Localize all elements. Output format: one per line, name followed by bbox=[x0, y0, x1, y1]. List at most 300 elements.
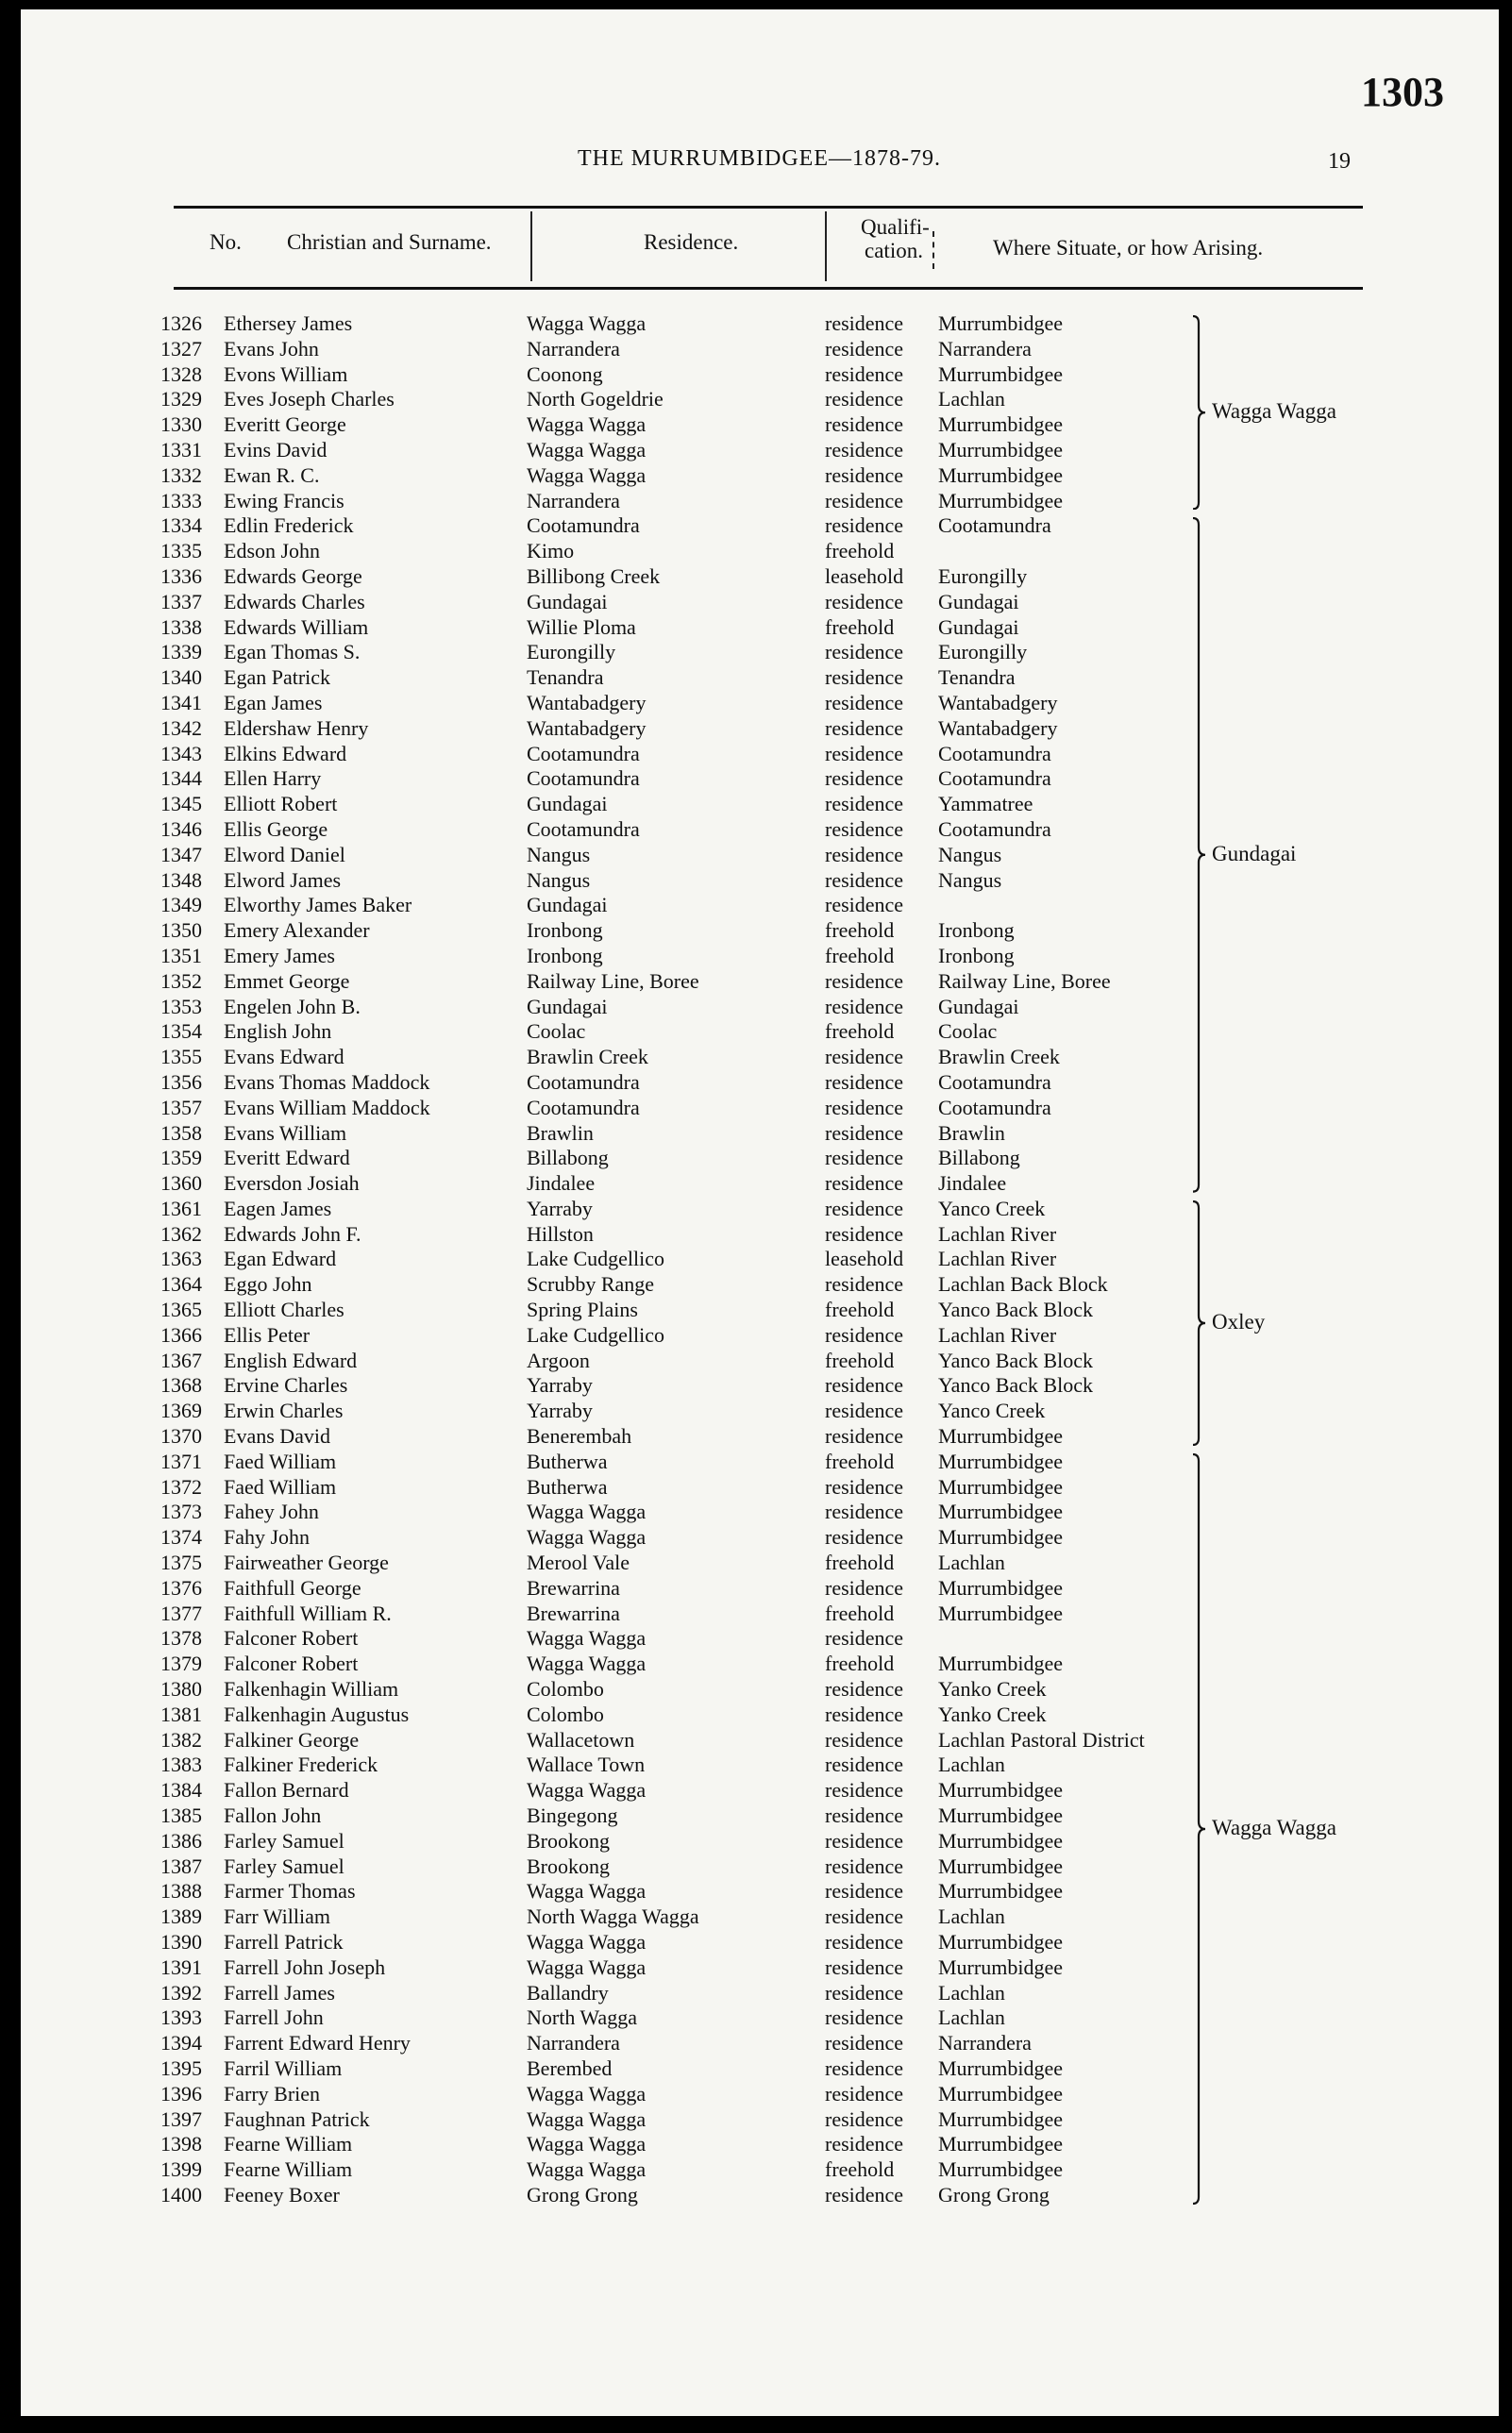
table-row bbox=[21, 1955, 1499, 1981]
entry-name: Falconer Robert bbox=[224, 1626, 359, 1651]
entry-where: Gundagai bbox=[938, 589, 1019, 613]
entry-where: Eurongilly bbox=[938, 640, 1028, 664]
entry-name: Emery James bbox=[224, 943, 335, 967]
entry-name: Farr William bbox=[224, 1904, 330, 1929]
entry-number: 1347 bbox=[160, 842, 202, 866]
entry-where: Ironbong bbox=[938, 918, 1015, 943]
entry-where: Brawlin Creek bbox=[938, 1045, 1060, 1069]
entry-qualification: residence bbox=[825, 1069, 904, 1094]
entry-residence: Spring Plains bbox=[527, 1298, 638, 1322]
entry-name: Everitt George bbox=[224, 412, 346, 437]
entry-where: Narrandera bbox=[938, 336, 1032, 361]
entry-residence: Cootamundra bbox=[527, 766, 640, 791]
entry-number: 1383 bbox=[160, 1753, 202, 1777]
entry-qualification: freehold bbox=[825, 1019, 895, 1044]
table-row bbox=[21, 2157, 1499, 2183]
entry-qualification: residence bbox=[825, 1677, 904, 1702]
entry-name: Falconer Robert bbox=[224, 1652, 359, 1676]
entry-name: Feeney Boxer bbox=[224, 2182, 340, 2206]
entry-qualification: residence bbox=[825, 513, 904, 538]
entry-number: 1386 bbox=[160, 1828, 202, 1853]
entry-name: Evans John bbox=[224, 336, 319, 361]
entry-where: Lachlan bbox=[938, 1904, 1005, 1929]
brace-bracket bbox=[1191, 1453, 1206, 2205]
entry-number: 1393 bbox=[160, 2005, 202, 2030]
entry-name: Farrell James bbox=[224, 1980, 335, 2005]
entry-where: Yanco Creek bbox=[938, 1196, 1046, 1220]
column-divider-where bbox=[932, 231, 934, 269]
entry-where: Lachlan bbox=[938, 387, 1005, 411]
entry-number: 1351 bbox=[160, 943, 202, 967]
entry-number: 1385 bbox=[160, 1804, 202, 1828]
entry-residence: North Wagga bbox=[527, 2005, 637, 2030]
table-row bbox=[21, 1298, 1499, 1323]
entry-name: Faithfull William R. bbox=[224, 1601, 392, 1625]
entry-qualification: freehold bbox=[825, 614, 895, 639]
entry-residence: Billibong Creek bbox=[527, 563, 661, 588]
entry-number: 1368 bbox=[160, 1373, 202, 1398]
entry-residence: Cootamundra bbox=[527, 741, 640, 765]
entry-name: Evins David bbox=[224, 437, 328, 461]
entry-where: Railway Line, Boree bbox=[938, 968, 1111, 993]
entry-qualification: residence bbox=[825, 1778, 904, 1803]
entry-qualification: residence bbox=[825, 1525, 904, 1550]
entry-residence: Wagga Wagga bbox=[527, 2081, 647, 2106]
entry-where: Yanco Back Block bbox=[938, 1298, 1093, 1322]
entry-residence: Lake Cudgellico bbox=[527, 1322, 665, 1347]
entry-name: Egan Thomas S. bbox=[224, 640, 361, 664]
entry-name: Eagen James bbox=[224, 1196, 332, 1220]
entry-residence: Cootamundra bbox=[527, 513, 640, 538]
entry-where: Billabong bbox=[938, 1146, 1020, 1170]
table-row bbox=[21, 1879, 1499, 1904]
entry-number: 1361 bbox=[160, 1196, 202, 1220]
entry-where: Murrumbidgee bbox=[938, 1804, 1063, 1828]
table-row bbox=[21, 1121, 1499, 1147]
header-qualification-line2: cation. bbox=[865, 239, 923, 262]
entry-where: Yanko Creek bbox=[938, 1677, 1047, 1702]
table-row bbox=[21, 1525, 1499, 1551]
entry-qualification: residence bbox=[825, 1272, 904, 1297]
entry-residence: Nangus bbox=[527, 842, 591, 866]
brace-label-district: Wagga Wagga bbox=[1212, 1816, 1336, 1839]
entry-name: Egan James bbox=[224, 690, 323, 714]
table-row bbox=[21, 1146, 1499, 1171]
entry-number: 1354 bbox=[160, 1019, 202, 1044]
entry-residence: Gundagai bbox=[527, 792, 608, 816]
entry-residence: Colombo bbox=[527, 1702, 604, 1726]
entry-residence: Wagga Wagga bbox=[527, 1652, 647, 1676]
entry-where: Narrandera bbox=[938, 2031, 1032, 2055]
entry-residence: Wagga Wagga bbox=[527, 1525, 647, 1550]
entry-qualification: residence bbox=[825, 640, 904, 664]
entry-number: 1336 bbox=[160, 563, 202, 588]
entry-qualification: residence bbox=[825, 2081, 904, 2106]
entry-number: 1343 bbox=[160, 741, 202, 765]
entry-where: Murrumbidgee bbox=[938, 2055, 1063, 2080]
entry-where: Nangus bbox=[938, 867, 1002, 892]
entry-qualification: residence bbox=[825, 1980, 904, 2005]
entry-qualification: residence bbox=[825, 842, 904, 866]
entry-residence: Wallace Town bbox=[527, 1753, 646, 1777]
entry-name: Eves Joseph Charles bbox=[224, 387, 395, 411]
table-row bbox=[21, 337, 1499, 362]
entry-qualification: residence bbox=[825, 1702, 904, 1726]
entry-number: 1389 bbox=[160, 1904, 202, 1929]
entry-number: 1337 bbox=[160, 589, 202, 613]
table-row bbox=[21, 1019, 1499, 1045]
table-row bbox=[21, 792, 1499, 817]
header-bottom-rule bbox=[174, 287, 1363, 290]
entry-number: 1370 bbox=[160, 1424, 202, 1449]
entry-qualification: residence bbox=[825, 1727, 904, 1752]
entry-number: 1338 bbox=[160, 614, 202, 639]
entry-where: Lachlan River bbox=[938, 1247, 1057, 1271]
entry-where: Lachlan bbox=[938, 1551, 1005, 1575]
entry-name: Falkiner Frederick bbox=[224, 1753, 378, 1777]
entry-qualification: residence bbox=[825, 2031, 904, 2055]
entry-name: Edwards William bbox=[224, 614, 369, 639]
table-row bbox=[21, 2132, 1499, 2157]
entry-where: Lachlan Back Block bbox=[938, 1272, 1108, 1297]
entry-residence: Cootamundra bbox=[527, 1095, 640, 1119]
table-row bbox=[21, 463, 1499, 489]
entry-qualification: residence bbox=[825, 994, 904, 1018]
entry-residence: Hillston bbox=[527, 1221, 594, 1246]
entry-number: 1372 bbox=[160, 1474, 202, 1499]
entry-residence: Wagga Wagga bbox=[527, 412, 647, 437]
entry-residence: Coolac bbox=[527, 1019, 586, 1044]
table-row bbox=[21, 969, 1499, 995]
entry-number: 1353 bbox=[160, 994, 202, 1018]
entry-where: Cootamundra bbox=[938, 766, 1051, 791]
entry-where: Cootamundra bbox=[938, 741, 1051, 765]
entry-name: Evans William Maddock bbox=[224, 1095, 430, 1119]
entry-qualification: freehold bbox=[825, 1298, 895, 1322]
entry-name: Eversdon Josiah bbox=[224, 1171, 360, 1196]
table-row bbox=[21, 539, 1499, 564]
entry-number: 1380 bbox=[160, 1677, 202, 1702]
entry-number: 1349 bbox=[160, 893, 202, 917]
entry-name: Fairweather George bbox=[224, 1551, 389, 1575]
entry-residence: Wagga Wagga bbox=[527, 437, 647, 461]
entry-where: Murrumbidgee bbox=[938, 1424, 1063, 1449]
entry-residence: Merool Vale bbox=[527, 1551, 630, 1575]
entry-qualification: residence bbox=[825, 867, 904, 892]
entry-where: Wantabadgery bbox=[938, 715, 1058, 740]
entry-name: Eggo John bbox=[224, 1272, 312, 1297]
entry-qualification: residence bbox=[825, 488, 904, 512]
entry-qualification: residence bbox=[825, 1221, 904, 1246]
folio-number: 19 bbox=[1328, 149, 1351, 174]
entry-where: Nangus bbox=[938, 842, 1002, 866]
entry-residence: Ironbong bbox=[527, 943, 603, 967]
table-row bbox=[21, 1272, 1499, 1298]
entry-name: Elkins Edward bbox=[224, 741, 347, 765]
entry-name: Elliott Robert bbox=[224, 792, 338, 816]
entry-name: Egan Edward bbox=[224, 1247, 337, 1271]
entry-residence: Butherwa bbox=[527, 1449, 608, 1473]
entry-qualification: residence bbox=[825, 1828, 904, 1853]
entry-number: 1398 bbox=[160, 2132, 202, 2156]
entry-where: Brawlin bbox=[938, 1120, 1005, 1145]
table-row bbox=[21, 742, 1499, 767]
entry-where: Murrumbidgee bbox=[938, 1652, 1063, 1676]
table-row bbox=[21, 1626, 1499, 1652]
entry-residence: Willie Ploma bbox=[527, 614, 636, 639]
entry-qualification: freehold bbox=[825, 943, 895, 967]
entry-residence: Brewarrina bbox=[527, 1575, 620, 1600]
entry-residence: Cootamundra bbox=[527, 1069, 640, 1094]
entry-name: Emery Alexander bbox=[224, 918, 370, 943]
entry-where: Yammatree bbox=[938, 792, 1033, 816]
entry-number: 1399 bbox=[160, 2157, 202, 2182]
entry-number: 1342 bbox=[160, 715, 202, 740]
entry-name: Faed William bbox=[224, 1449, 337, 1473]
entry-number: 1367 bbox=[160, 1348, 202, 1372]
entry-residence: Wagga Wagga bbox=[527, 2106, 647, 2131]
entry-residence: Wagga Wagga bbox=[527, 1955, 647, 1979]
entry-where: Jindalee bbox=[938, 1171, 1007, 1196]
table-row bbox=[21, 893, 1499, 918]
entry-where: Murrumbidgee bbox=[938, 1474, 1063, 1499]
entry-name: Edwards John F. bbox=[224, 1221, 361, 1246]
entry-name: Egan Patrick bbox=[224, 665, 331, 690]
entry-number: 1379 bbox=[160, 1652, 202, 1676]
entry-residence: Yarraby bbox=[527, 1196, 593, 1220]
entry-qualification: residence bbox=[825, 1500, 904, 1524]
entry-qualification: residence bbox=[825, 1322, 904, 1347]
entry-number: 1369 bbox=[160, 1399, 202, 1423]
entry-qualification: residence bbox=[825, 1904, 904, 1929]
entry-number: 1345 bbox=[160, 792, 202, 816]
entry-name: Emmet George bbox=[224, 968, 350, 993]
entry-number: 1362 bbox=[160, 1221, 202, 1246]
entry-residence: Wallacetown bbox=[527, 1727, 635, 1752]
table-row bbox=[21, 1728, 1499, 1753]
entry-residence: Brawlin Creek bbox=[527, 1045, 648, 1069]
entry-name: Evans David bbox=[224, 1424, 331, 1449]
header-qualification bbox=[861, 215, 930, 262]
entry-qualification: residence bbox=[825, 1373, 904, 1398]
entry-qualification: freehold bbox=[825, 1601, 895, 1625]
entry-qualification: residence bbox=[825, 1171, 904, 1196]
entry-name: Farrell John bbox=[224, 2005, 324, 2030]
table-row bbox=[21, 1981, 1499, 2006]
entry-where: Cootamundra bbox=[938, 1095, 1051, 1119]
entry-number: 1363 bbox=[160, 1247, 202, 1271]
entry-residence: Scrubby Range bbox=[527, 1272, 655, 1297]
brace-bracket bbox=[1191, 517, 1206, 1193]
entry-number: 1391 bbox=[160, 1955, 202, 1979]
entry-number: 1371 bbox=[160, 1449, 202, 1473]
entry-name: Elliott Charles bbox=[224, 1298, 344, 1322]
table-row bbox=[21, 766, 1499, 792]
entry-number: 1360 bbox=[160, 1171, 202, 1196]
table-row bbox=[21, 1323, 1499, 1349]
entry-number: 1364 bbox=[160, 1272, 202, 1297]
table-row bbox=[21, 665, 1499, 691]
entry-qualification: residence bbox=[825, 1120, 904, 1145]
table-row bbox=[21, 944, 1499, 969]
entry-name: Falkenhagin William bbox=[224, 1677, 399, 1702]
entry-qualification: residence bbox=[825, 1399, 904, 1423]
table-row bbox=[21, 1399, 1499, 1424]
entry-residence: Brawlin bbox=[527, 1120, 594, 1145]
entry-name: Fearne William bbox=[224, 2157, 353, 2182]
table-row bbox=[21, 1424, 1499, 1450]
entry-number: 1396 bbox=[160, 2081, 202, 2106]
entry-number: 1329 bbox=[160, 387, 202, 411]
table-row bbox=[21, 716, 1499, 742]
table-row bbox=[21, 564, 1499, 590]
entry-qualification: residence bbox=[825, 968, 904, 993]
entry-residence: Butherwa bbox=[527, 1474, 608, 1499]
entry-where: Murrumbidgee bbox=[938, 2106, 1063, 2131]
entry-qualification: residence bbox=[825, 1474, 904, 1499]
table-row bbox=[21, 615, 1499, 641]
entry-number: 1339 bbox=[160, 640, 202, 664]
entry-where: Murrumbidgee bbox=[938, 1778, 1063, 1803]
table-row bbox=[21, 1373, 1499, 1399]
entry-residence: Wantabadgery bbox=[527, 690, 647, 714]
entry-number: 1382 bbox=[160, 1727, 202, 1752]
entry-name: Edwards Charles bbox=[224, 589, 365, 613]
entry-number: 1359 bbox=[160, 1146, 202, 1170]
entry-residence: Cootamundra bbox=[527, 816, 640, 841]
entry-qualification: residence bbox=[825, 1930, 904, 1954]
entry-number: 1378 bbox=[160, 1626, 202, 1651]
entry-where: Ironbong bbox=[938, 943, 1015, 967]
entry-qualification: freehold bbox=[825, 1551, 895, 1575]
brace-bracket bbox=[1191, 315, 1206, 510]
entry-qualification: residence bbox=[825, 2182, 904, 2206]
entry-qualification: residence bbox=[825, 2106, 904, 2131]
entry-number: 1357 bbox=[160, 1095, 202, 1119]
entry-qualification: residence bbox=[825, 715, 904, 740]
entry-qualification: residence bbox=[825, 741, 904, 765]
entry-name: Engelen John B. bbox=[224, 994, 361, 1018]
entry-where: Murrumbidgee bbox=[938, 462, 1063, 487]
table-row bbox=[21, 1070, 1499, 1096]
entry-name: Evans Edward bbox=[224, 1045, 344, 1069]
entry-where: Cootamundra bbox=[938, 1069, 1051, 1094]
entry-residence: Lake Cudgellico bbox=[527, 1247, 665, 1271]
table-row bbox=[21, 1753, 1499, 1778]
entry-number: 1352 bbox=[160, 968, 202, 993]
entry-residence: Wagga Wagga bbox=[527, 2157, 647, 2182]
entry-residence: Gundagai bbox=[527, 589, 608, 613]
entry-name: Fallon John bbox=[224, 1804, 322, 1828]
entry-where: Lachlan River bbox=[938, 1221, 1057, 1246]
table-row bbox=[21, 1602, 1499, 1627]
table-row bbox=[21, 1677, 1499, 1703]
entry-number: 1348 bbox=[160, 867, 202, 892]
table-row bbox=[21, 1551, 1499, 1576]
entry-qualification: residence bbox=[825, 437, 904, 461]
entry-number: 1375 bbox=[160, 1551, 202, 1575]
entry-residence: North Gogeldrie bbox=[527, 387, 664, 411]
entry-where: Murrumbidgee bbox=[938, 1575, 1063, 1600]
table-row bbox=[21, 2082, 1499, 2107]
entry-qualification: residence bbox=[825, 1424, 904, 1449]
entry-number: 1373 bbox=[160, 1500, 202, 1524]
entry-residence: Narrandera bbox=[527, 336, 620, 361]
entry-residence: Eurongilly bbox=[527, 640, 616, 664]
entry-where: Lachlan bbox=[938, 1980, 1005, 2005]
entry-number: 1384 bbox=[160, 1778, 202, 1803]
table-row bbox=[21, 2183, 1499, 2208]
entry-qualification: residence bbox=[825, 1095, 904, 1119]
table-row bbox=[21, 995, 1499, 1020]
entry-name: Elworthy James Baker bbox=[224, 893, 412, 917]
entry-number: 1381 bbox=[160, 1702, 202, 1726]
table-row bbox=[21, 1475, 1499, 1501]
table-row bbox=[21, 2107, 1499, 2133]
entry-qualification: residence bbox=[825, 311, 904, 335]
entry-residence: Wagga Wagga bbox=[527, 1626, 647, 1651]
entry-residence: Coonong bbox=[527, 361, 603, 386]
entry-residence: Brookong bbox=[527, 1828, 610, 1853]
entry-number: 1376 bbox=[160, 1575, 202, 1600]
entry-where: Cootamundra bbox=[938, 816, 1051, 841]
table-row bbox=[21, 1703, 1499, 1728]
entry-qualification: freehold bbox=[825, 918, 895, 943]
table-row bbox=[21, 1222, 1499, 1248]
entry-name: Farry Brien bbox=[224, 2081, 321, 2106]
entry-where: Yanco Back Block bbox=[938, 1348, 1093, 1372]
entry-name: Faithfull George bbox=[224, 1575, 361, 1600]
entry-name: Ethersey James bbox=[224, 311, 353, 335]
entry-where: Yanco Back Block bbox=[938, 1373, 1093, 1398]
entry-number: 1328 bbox=[160, 361, 202, 386]
entry-qualification: residence bbox=[825, 361, 904, 386]
entry-where: Murrumbidgee bbox=[938, 1955, 1063, 1979]
entry-number: 1392 bbox=[160, 1980, 202, 2005]
entry-qualification: freehold bbox=[825, 1348, 895, 1372]
entry-where: Yanko Creek bbox=[938, 1702, 1047, 1726]
table-row bbox=[21, 640, 1499, 665]
entry-number: 1387 bbox=[160, 1854, 202, 1878]
header-no: No. bbox=[210, 230, 242, 254]
table-row bbox=[21, 1778, 1499, 1804]
entry-where: Wantabadgery bbox=[938, 690, 1058, 714]
entry-qualification: residence bbox=[825, 1196, 904, 1220]
table-row bbox=[21, 1349, 1499, 1374]
running-title: THE MURRUMBIDGEE—1878-79. bbox=[578, 146, 941, 171]
table-row bbox=[21, 1171, 1499, 1197]
page-number: 1303 bbox=[1361, 69, 1444, 115]
entry-number: 1344 bbox=[160, 766, 202, 791]
entry-qualification: residence bbox=[825, 336, 904, 361]
entry-residence: Jindalee bbox=[527, 1171, 596, 1196]
entry-number: 1335 bbox=[160, 539, 202, 563]
entry-name: Farrell Patrick bbox=[224, 1930, 344, 1954]
entry-residence: Nangus bbox=[527, 867, 591, 892]
header-name: Christian and Surname. bbox=[287, 230, 492, 254]
table-row bbox=[21, 868, 1499, 894]
entry-name: Fearne William bbox=[224, 2132, 353, 2156]
entry-where: Lachlan Pastoral District bbox=[938, 1727, 1145, 1752]
table-row bbox=[21, 918, 1499, 944]
column-divider-residence bbox=[530, 211, 532, 281]
entry-residence: Gundagai bbox=[527, 994, 608, 1018]
entry-where: Murrumbidgee bbox=[938, 1601, 1063, 1625]
header-qualification-line1: Qualifi- bbox=[861, 215, 930, 239]
entry-name: Farley Samuel bbox=[224, 1828, 344, 1853]
entry-number: 1332 bbox=[160, 462, 202, 487]
table-row bbox=[21, 438, 1499, 463]
